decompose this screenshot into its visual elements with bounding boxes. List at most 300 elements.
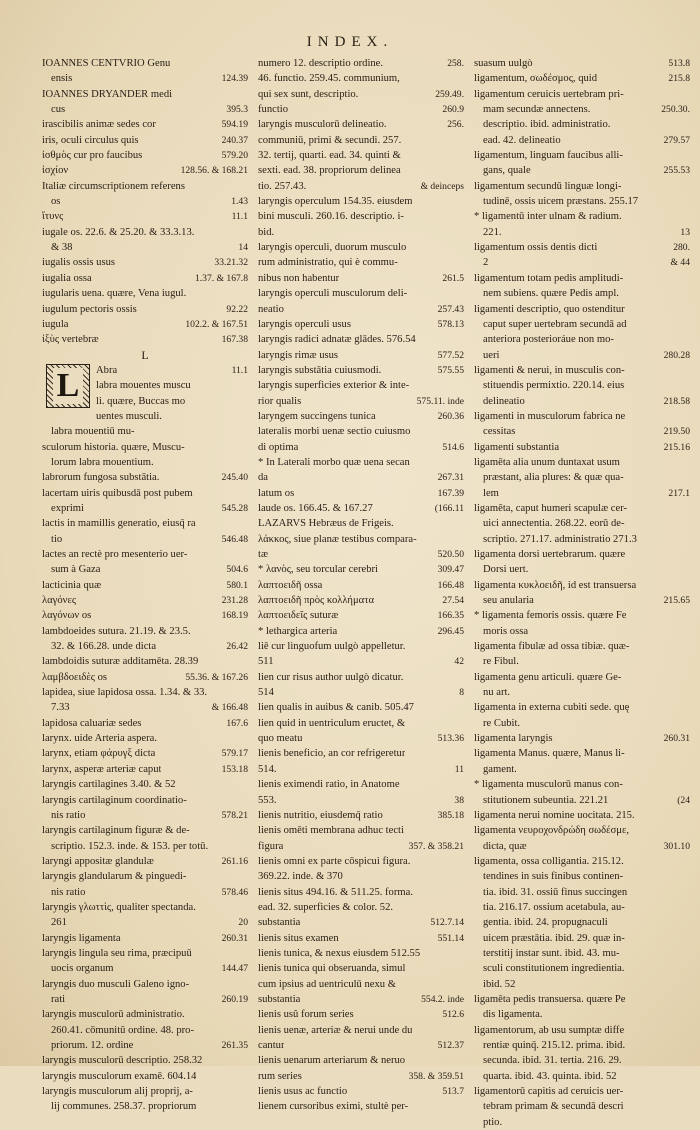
index-entry	[474, 225, 690, 240]
entry-text: laryngis radici adnatæ glādes. 576.54	[258, 334, 416, 346]
entry-page-ref: 514.6	[442, 441, 464, 453]
entry-page-ref: 55.36. & 167.26	[185, 671, 248, 683]
index-entry	[258, 378, 464, 393]
entry-text: ligamenta fibulæ ad ossa tibiæ. quæ-	[474, 641, 630, 653]
entry-text: tia. 216.17. ossium acetabula, au-	[483, 901, 625, 913]
entry-page-ref: 215.8	[668, 73, 690, 85]
entry-page-ref	[686, 915, 690, 930]
entry-page-ref: 261.5	[442, 272, 464, 284]
entry-text: ligamēta pedis transuersa. quære Pe	[474, 993, 626, 1005]
index-entry	[258, 915, 464, 930]
entry-page-ref: 38	[454, 794, 464, 806]
index-entry	[42, 900, 248, 915]
entry-page-ref	[686, 547, 690, 562]
index-entry	[258, 194, 464, 209]
index-entry	[42, 87, 248, 102]
index-entry	[474, 348, 690, 363]
index-entry	[96, 378, 248, 393]
entry-page-ref	[686, 532, 690, 547]
entry-page-ref	[244, 900, 248, 915]
index-entry	[258, 133, 464, 148]
entry-page-ref: 11.1	[231, 364, 248, 376]
entry-page-ref	[686, 1038, 690, 1053]
entry-page-ref	[686, 1069, 690, 1084]
index-entry	[42, 424, 248, 439]
entry-page-ref	[686, 1115, 690, 1130]
entry-page-ref	[244, 378, 248, 393]
entry-text: iris, oculi circulus quis	[42, 134, 139, 146]
entry-text: dicta, quæ	[483, 840, 527, 852]
entry-text: lacticinia quæ	[42, 579, 102, 591]
entry-page-ref	[686, 194, 690, 209]
entry-page-ref: 280.	[673, 242, 690, 254]
entry-text: laryngis cartilagines 3.40. & 52	[42, 779, 176, 791]
entry-page-ref	[460, 286, 464, 301]
entry-text: dis ligamenta.	[483, 1009, 543, 1021]
entry-text: laryngi appositæ glandulæ	[42, 855, 154, 867]
index-entry	[258, 624, 464, 639]
entry-page-ref	[686, 992, 690, 1007]
entry-text: ligamentum ceruicis uertebram pri-	[474, 88, 624, 100]
entry-page-ref: 42	[454, 656, 464, 668]
index-entry	[42, 440, 248, 455]
entry-text: figura	[258, 840, 284, 852]
entry-text: lienis omni ex parte cōspicui figura.	[258, 855, 411, 867]
entry-page-ref	[244, 731, 248, 746]
index-entry	[474, 654, 690, 669]
index-entry	[42, 302, 248, 317]
entry-text: ligamenta nerui nomine uocitata. 215.	[474, 809, 635, 821]
entry-page-ref	[244, 394, 248, 409]
entry-page-ref: & 44	[670, 257, 690, 269]
index-entry	[42, 148, 248, 163]
entry-page-ref: 546.48	[221, 533, 248, 545]
entry-page-ref: 260.19	[221, 993, 248, 1005]
index-entry	[258, 455, 464, 470]
index-entry	[474, 961, 690, 976]
entry-page-ref: 554.2. inde	[421, 993, 464, 1005]
entry-text: os	[51, 196, 61, 208]
entry-page-ref: 512.7.14	[430, 917, 464, 929]
index-entry	[474, 363, 690, 378]
entry-text: re Fibul.	[483, 656, 519, 668]
index-entry	[474, 240, 690, 255]
index-entry	[42, 762, 248, 777]
entry-page-ref	[686, 516, 690, 531]
index-entry	[474, 455, 690, 470]
index-entry	[474, 746, 690, 761]
entry-text: ἴτυνς	[42, 211, 64, 223]
entry-page-ref: 267.31	[437, 472, 464, 484]
entry-text: ensis	[51, 73, 73, 85]
entry-page-ref: 219.50	[663, 426, 690, 438]
entry-text: Italiæ circumscriptionem referens	[42, 180, 185, 192]
entry-text: sum à Gaza	[51, 564, 101, 576]
entry-text: rior qualis	[258, 395, 302, 407]
index-entry	[474, 562, 690, 577]
entry-text: laryngis musculorū descriptio. 258.32	[42, 1055, 203, 1067]
entry-text: 46. functio. 259.45. communium,	[258, 73, 400, 85]
entry-text: cantur	[258, 1040, 285, 1051]
entry-text: lorum labra mouentium.	[51, 456, 154, 468]
entry-page-ref	[686, 1084, 690, 1099]
entry-text: anteriora posterioráue non mo-	[483, 334, 614, 346]
entry-text: lapidea, siue lapidosa ossa. 1.34. & 33.	[42, 687, 208, 699]
entry-page-ref	[244, 823, 248, 838]
entry-text: IOANNES CENTVRIO Genu	[42, 58, 171, 69]
index-entry	[474, 133, 690, 148]
index-entry	[474, 1099, 690, 1114]
index-entry	[258, 117, 464, 132]
index-entry	[258, 885, 464, 900]
entry-text: laryngis cartilaginum figuræ & de-	[42, 825, 190, 837]
entry-text: ἰσθμὸς cur pro faucibus	[42, 150, 143, 162]
index-entry	[258, 716, 464, 731]
entry-page-ref	[686, 777, 690, 792]
index-entry	[42, 1053, 248, 1068]
entry-text: tia. ibid. 31. ossiū finus succingen	[483, 886, 628, 898]
index-entry	[42, 163, 248, 178]
index-entry	[42, 271, 248, 286]
entry-text: 260.41. cōmunitū ordine. 48. pro-	[51, 1024, 194, 1036]
index-entry	[258, 179, 464, 194]
entry-text: ligamenta, ossa colligantia. 215.12.	[474, 855, 624, 867]
index-entry	[258, 102, 464, 117]
entry-text: uicem præstātia. ibid. 29. quæ in-	[483, 932, 625, 944]
entry-text: laryngis glandularum & pinguedi-	[42, 871, 187, 883]
entry-text: iugularis uena. quære, Vena iugul.	[42, 288, 187, 300]
index-entry	[474, 946, 690, 961]
index-entry	[474, 332, 690, 347]
entry-text: gament.	[483, 763, 517, 775]
entry-page-ref	[686, 1053, 690, 1068]
index-entry	[474, 409, 690, 424]
entry-page-ref: 258.	[447, 58, 464, 69]
entry-page-ref	[460, 961, 464, 976]
index-entry	[474, 1069, 690, 1084]
index-entry	[258, 777, 464, 792]
entry-text: LAZARVS Hebræus de Frigeis.	[258, 518, 394, 530]
entry-text: * ligamenta femoris ossis. quære Fe	[474, 610, 627, 622]
index-entry	[42, 808, 248, 823]
entry-page-ref	[244, 455, 248, 470]
index-entry	[42, 317, 248, 332]
entry-text: 514	[258, 687, 274, 699]
entry-page-ref: 575.11. inde	[416, 395, 464, 407]
index-entry	[474, 685, 690, 700]
entry-page-ref	[244, 869, 248, 884]
index-entry	[42, 608, 248, 623]
index-entry	[258, 593, 464, 608]
entry-page-ref: 594.19	[221, 119, 248, 131]
entry-text: latum os	[258, 487, 295, 499]
index-entry	[258, 746, 464, 761]
entry-text: gans, quale	[483, 165, 531, 177]
entry-text: lambdoeides sutura. 21.19. & 23.5.	[42, 625, 191, 637]
entry-text: larynx, etiam φάρυγξ dicta	[42, 748, 156, 760]
entry-page-ref: 92.22	[226, 303, 248, 315]
entry-page-ref	[686, 685, 690, 700]
index-entry	[474, 931, 690, 946]
index-entry	[42, 1023, 248, 1038]
index-entry	[258, 823, 464, 838]
entry-text: λαμβδοειδὲς os	[42, 671, 108, 683]
index-entry	[474, 885, 690, 900]
index-entry	[42, 716, 248, 731]
entry-text: laryngis ligamenta	[42, 932, 121, 944]
entry-page-ref: 513.36	[437, 733, 464, 745]
index-entry	[258, 286, 464, 301]
index-entry	[474, 271, 690, 286]
entry-text: iugalia ossa	[42, 272, 92, 284]
entry-text: laryngis operculum 154.35. eiusdem	[258, 196, 413, 208]
entry-page-ref	[686, 578, 690, 593]
index-entry	[474, 977, 690, 992]
index-entry	[474, 915, 690, 930]
entry-page-ref	[244, 1084, 248, 1099]
entry-page-ref: & deinceps	[420, 180, 464, 192]
entry-page-ref: 13	[680, 226, 690, 238]
index-entry	[258, 977, 464, 992]
entry-text: gentia. ibid. 24. propugnaculi	[483, 917, 608, 929]
index-entry	[42, 547, 248, 562]
index-entry	[258, 532, 464, 547]
entry-page-ref	[460, 1023, 464, 1038]
index-entry	[42, 179, 248, 194]
entry-text: lienis tunica, & nexus eiusdem 512.55	[258, 947, 421, 959]
index-entry	[258, 486, 464, 501]
entry-page-ref	[686, 501, 690, 516]
index-entry	[474, 608, 690, 623]
index-entry	[258, 1038, 464, 1053]
entry-page-ref: 578.21	[221, 809, 248, 821]
index-entry	[258, 762, 464, 777]
index-entry	[258, 1053, 464, 1068]
entry-text: lienis uenarum arteriarum & neruo	[258, 1055, 406, 1067]
entry-page-ref	[686, 148, 690, 163]
entry-page-ref: 512.6	[442, 1009, 464, 1021]
entry-text: lien quid in uentriculum eructet, &	[258, 717, 406, 729]
entry-text: ligamenti descriptio, quo ostenditur	[474, 303, 625, 315]
entry-page-ref	[686, 209, 690, 224]
index-entry	[258, 900, 464, 915]
index-entry	[258, 854, 464, 869]
index-entry	[42, 516, 248, 531]
entry-page-ref	[686, 961, 690, 976]
entry-page-ref	[686, 808, 690, 823]
entry-page-ref: 168.19	[221, 610, 248, 622]
entry-text: ligamenta in externa cubiti sede. quę	[474, 702, 630, 714]
entry-page-ref: 1.43	[231, 196, 248, 208]
index-entry	[474, 516, 690, 531]
entry-page-ref: 255.53	[663, 165, 690, 177]
entry-text: ibid. 52	[483, 978, 516, 990]
index-entry	[42, 255, 248, 270]
entry-page-ref	[686, 700, 690, 715]
entry-page-ref: 296.45	[437, 625, 464, 637]
index-entry	[474, 992, 690, 1007]
index-entry	[42, 961, 248, 976]
entry-text: λαπτοειδῆ ossa	[258, 579, 323, 591]
entry-text: laryngis operculi musculorum deli-	[258, 288, 408, 300]
entry-text: Abra	[96, 364, 118, 376]
entry-text: substantia	[258, 993, 301, 1005]
entry-text: da	[258, 472, 268, 484]
index-entry	[258, 654, 464, 669]
index-entry	[42, 915, 248, 930]
entry-page-ref: 215.65	[663, 595, 690, 607]
entry-text: tendines in suis finibus continen-	[483, 871, 624, 883]
index-entry	[42, 854, 248, 869]
entry-text: * ligamentū inter ulnam & radium.	[474, 211, 622, 223]
entry-page-ref	[686, 670, 690, 685]
entry-page-ref: 166.48	[437, 579, 464, 591]
index-entry	[258, 1084, 464, 1099]
entry-text: laude os. 166.45. & 167.27	[258, 502, 373, 514]
entry-page-ref	[686, 639, 690, 654]
entry-page-ref: 231.28	[221, 595, 248, 607]
entry-page-ref	[686, 946, 690, 961]
index-entry	[42, 1007, 248, 1022]
entry-page-ref	[244, 1023, 248, 1038]
entry-text: laryngis operculi usus	[258, 318, 351, 330]
index-entry	[474, 839, 690, 854]
entry-page-ref	[460, 670, 464, 685]
index-entry	[42, 793, 248, 808]
index-entry	[474, 194, 690, 209]
entry-text: ligamentum totam pedis amplitudi-	[474, 272, 624, 284]
entry-text: ligamentum, linguam faucibus alli-	[474, 150, 623, 162]
index-entry	[474, 716, 690, 731]
entry-text: ligamentum ossis dentis dicti	[474, 242, 598, 254]
entry-page-ref	[460, 209, 464, 224]
entry-text: nis ratio	[51, 886, 86, 898]
entry-page-ref: 579.17	[221, 748, 248, 760]
entry-text: ligamenti & nerui, in musculis con-	[474, 364, 625, 376]
index-entry	[474, 209, 690, 224]
entry-text: rati	[51, 993, 66, 1005]
index-entry	[258, 87, 464, 102]
index-entry	[258, 670, 464, 685]
index-entry	[258, 1069, 464, 1084]
index-entry	[258, 869, 464, 884]
entry-text: 32. tertij, quarti. ead. 34. quinti &	[258, 150, 401, 162]
entry-text: irascibilis animæ sedes cor	[42, 119, 156, 131]
index-entry	[474, 286, 690, 301]
entry-page-ref	[460, 716, 464, 731]
index-entry	[474, 470, 690, 485]
entry-text: lienis situs examen	[258, 932, 339, 944]
entry-text: laryngis γλωττὶς, qualiter spectanda.	[42, 901, 196, 913]
index-entry	[258, 547, 464, 562]
entry-text: ligamenta dorsi uertebrarum. quære	[474, 549, 626, 560]
entry-text: lienis situs 494.16. & 511.25. forma.	[258, 886, 413, 898]
entry-page-ref: 357. & 358.21	[408, 840, 464, 852]
entry-page-ref	[244, 1099, 248, 1114]
entry-page-ref: (24	[677, 794, 690, 806]
entry-text: ligamentum secundū linguæ longi-	[474, 180, 622, 192]
index-entry	[42, 501, 248, 516]
entry-text: uocis organum	[51, 963, 114, 975]
entry-text: ligamenta κυκλοειδῆ, id est transuersa	[474, 579, 637, 591]
entry-page-ref	[686, 302, 690, 317]
entry-page-ref	[460, 255, 464, 270]
entry-page-ref	[686, 317, 690, 332]
index-entry	[42, 931, 248, 946]
entry-page-ref: 309.47	[437, 564, 464, 576]
entry-page-ref: 520.50	[437, 549, 464, 560]
entry-text: exprimi	[51, 502, 84, 514]
entry-text: larynx, asperæ arteriæ caput	[42, 763, 162, 775]
section-letter: L	[141, 347, 149, 362]
entry-page-ref: 260.36	[437, 410, 464, 422]
entry-text: moris ossa	[483, 625, 529, 637]
index-entry	[42, 332, 248, 347]
index-entry	[258, 71, 464, 86]
entry-text: descriptio. ibid. administratio.	[483, 119, 611, 131]
entry-page-ref	[244, 286, 248, 301]
index-entry	[258, 148, 464, 163]
index-entry	[474, 501, 690, 516]
entry-page-ref	[686, 179, 690, 194]
entry-text: iugalis ossis usus	[42, 257, 115, 269]
entry-text: caput super uertebram secundā ad	[483, 318, 627, 330]
entry-page-ref	[244, 777, 248, 792]
index-entry	[474, 102, 690, 117]
entry-text: sculorum historia. quære, Muscu-	[42, 441, 185, 453]
entry-page-ref: 260.9	[442, 104, 464, 116]
index-entry	[474, 777, 690, 792]
entry-text: lacertam uiris quibusdā post pubem	[42, 487, 193, 499]
entry-page-ref	[460, 854, 464, 869]
entry-text: lien cur risus author uulgò dicatur.	[258, 671, 404, 683]
entry-text: mam secundæ annectens.	[483, 104, 591, 116]
index-entry	[42, 746, 248, 761]
entry-text: labra mouentes muscu	[96, 380, 191, 392]
index-entry	[474, 793, 690, 808]
entry-text: uentes musculi.	[96, 410, 162, 422]
index-entry	[474, 578, 690, 593]
entry-text: * λανὸς, seu torcular cerebri	[258, 564, 378, 576]
index-entry	[258, 348, 464, 363]
index-entry	[258, 562, 464, 577]
entry-page-ref	[460, 148, 464, 163]
index-entry	[258, 731, 464, 746]
index-entry	[474, 486, 690, 501]
entry-page-ref: 27.54	[442, 595, 464, 607]
index-entry	[474, 117, 690, 132]
index-entry	[42, 71, 248, 86]
entry-page-ref	[244, 547, 248, 562]
entry-text: laryngis rimæ usus	[258, 349, 339, 361]
entry-page-ref: 279.57	[663, 134, 690, 146]
index-column-3	[474, 56, 690, 1130]
entry-page-ref	[244, 486, 248, 501]
entry-page-ref	[686, 470, 690, 485]
entry-page-ref	[460, 1099, 464, 1114]
index-entry	[258, 209, 464, 224]
entry-page-ref: 575.55	[437, 364, 464, 376]
entry-page-ref	[460, 424, 464, 439]
index-entry	[258, 931, 464, 946]
index-entry	[474, 1115, 690, 1130]
entry-text: lienis uenæ, arteriæ & nerui unde du	[258, 1024, 413, 1036]
entry-page-ref	[686, 624, 690, 639]
entry-text: 261	[51, 917, 67, 929]
index-entry	[258, 808, 464, 823]
index-entry	[42, 1084, 248, 1099]
entry-page-ref	[244, 1053, 248, 1068]
